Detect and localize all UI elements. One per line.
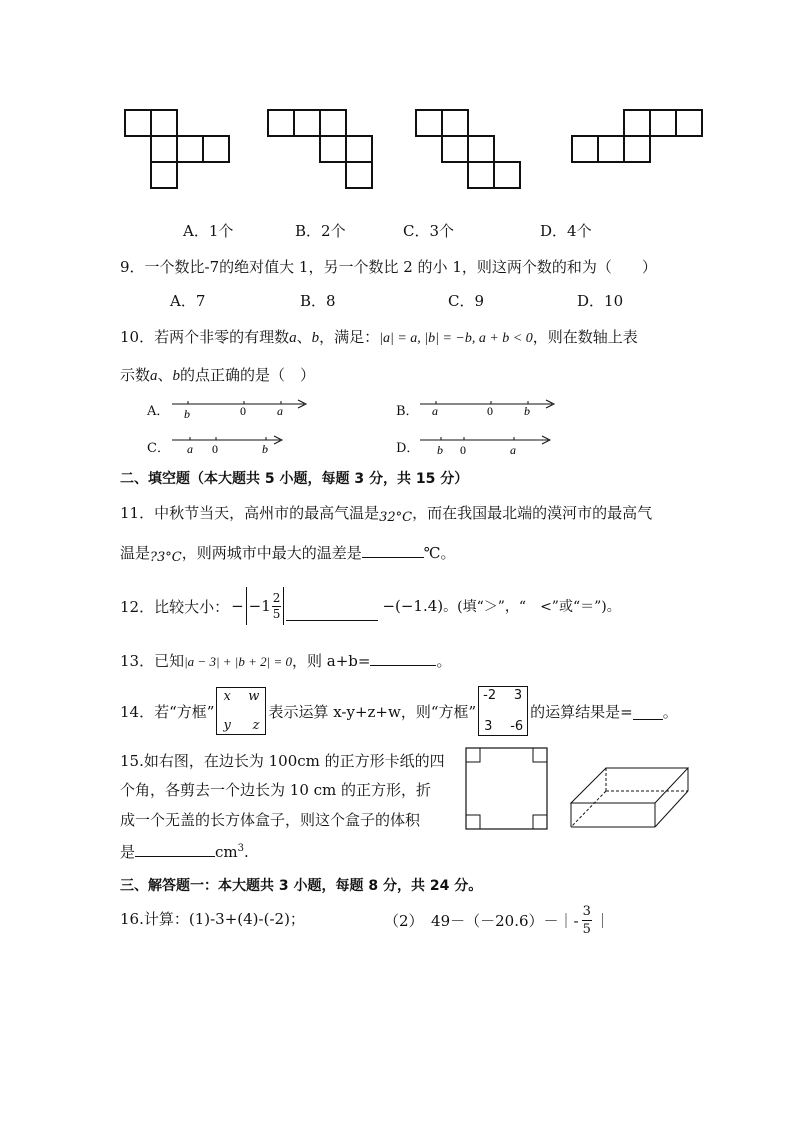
open-box-figure — [568, 763, 692, 831]
label-b: b — [437, 443, 443, 457]
q9-option-b: B．8 — [300, 292, 336, 310]
label-0: 0 — [460, 443, 466, 457]
label-a: a — [510, 443, 516, 457]
label-0: 0 — [212, 442, 218, 456]
operation-box-2: -2 3 3 -6 — [478, 686, 528, 736]
q9-option-c: C．9 — [448, 292, 485, 310]
label-0: 0 — [487, 404, 493, 418]
cube-net-figures — [0, 0, 794, 200]
label-b: b — [184, 407, 190, 421]
q10-condition: |a| = a, |b| = −b, a + b < 0 — [379, 331, 533, 346]
q13-expr: |a − 3| + |b + 2| = 0 — [184, 654, 292, 669]
label-0: 0 — [240, 404, 246, 418]
q14-answer-blank[interactable] — [633, 705, 663, 720]
label-a: a — [432, 404, 438, 418]
q10-option-b-letter: B． — [396, 404, 419, 419]
q13-answer-blank[interactable] — [370, 651, 436, 666]
q11-answer-blank[interactable] — [362, 543, 424, 558]
q11-temp2: ?3°C — [150, 550, 182, 565]
q10-option-a-letter: A． — [147, 404, 170, 419]
cube-net-4 — [572, 110, 702, 162]
q10-option-d-letter: D． — [396, 441, 420, 456]
label-a: a — [187, 442, 193, 456]
q10-stem-line2: 示数a、b的点正确的是（ ） — [120, 366, 316, 384]
q15-line4: 是 $cm^3$. — [120, 843, 249, 861]
number-line-d — [418, 432, 558, 460]
number-line-b — [418, 396, 558, 424]
cube-net-2 — [268, 110, 372, 188]
operation-box-1: x w y z — [216, 687, 266, 735]
q11-line2: 温是?3°C，则两城市中最大的温差是 ℃。 — [120, 544, 456, 565]
q14-line: 14．若“方框” x w y z 表示运算 x-y+z+w，则“方框” -2 3 3 -6 的运算结果是= 。 — [120, 688, 678, 734]
q10-stem-line1: 10．若两个非零的有理数a、b，满足：|a| = a, |b| = −b, a + b < 0，则在数轴上表 — [120, 328, 638, 346]
q11-temp1: 32°C — [379, 510, 413, 525]
q8-option-c: C．3个 — [403, 222, 455, 240]
q12-abs-expr: −1 2 5 — [246, 587, 285, 625]
q9-option-a: A．7 — [170, 292, 206, 310]
q16-part2: （2） 49－（－20.6）－｜- 3 5 ｜ — [384, 903, 610, 937]
q15-answer-blank[interactable] — [135, 842, 215, 857]
label-b: b — [524, 404, 530, 418]
label-b: b — [262, 442, 268, 456]
q8-option-d: D．4个 — [540, 222, 592, 240]
cube-net-1 — [125, 110, 229, 188]
section-2-heading: 二、填空题（本大题共 5 小题，每题 3 分，共 15 分） — [120, 471, 469, 487]
q13-line: 13．已知|a − 3| + |b + 2| = 0，则 a+b= 。 — [120, 652, 452, 670]
q15-line2: 个角，各剪去一个边长为 10 cm 的正方形，折 — [120, 781, 432, 799]
q12-line: 12．比较大小： − −1 2 5 −(−1.4) 。(填“＞”，“ <”或“＝”)。 — [120, 586, 621, 626]
q15-line3: 成一个无盖的长方体盒子，则这个盒子的体积 — [120, 811, 421, 829]
q10-option-c-letter: C． — [147, 441, 170, 456]
q8-option-b: B．2个 — [295, 222, 346, 240]
q9-option-d: D．10 — [577, 292, 624, 310]
number-line-c — [170, 432, 290, 460]
q11-line1: 11．中秋节当天，高州市的最高气温是32°C，而在我国最北端的漠河市的最高气 — [120, 504, 653, 525]
cube-net-3 — [416, 110, 520, 188]
q15-line1: 15.如右图，在边长为 100cm 的正方形卡纸的四 — [120, 752, 445, 770]
q12-fraction: 2 5 — [272, 590, 281, 621]
q8-option-a: A．1个 — [183, 222, 234, 240]
section-3-heading: 三、解答题一：本大题共 3 小题，每题 8 分，共 24 分。 — [120, 878, 483, 894]
q9-stem: 9．一个数比-7的绝对值大 1，另一个数比 2 的小 1，则这两个数的和为（ ） — [120, 258, 657, 276]
q16-fraction: 3 5 — [582, 903, 591, 937]
number-line-a — [170, 396, 310, 424]
q12-answer-blank[interactable] — [286, 606, 378, 621]
label-a: a — [277, 404, 283, 418]
square-card-figure — [464, 746, 550, 832]
q16-part1: 16.计算：(1)-3+(4)-(-2)； — [120, 910, 305, 928]
